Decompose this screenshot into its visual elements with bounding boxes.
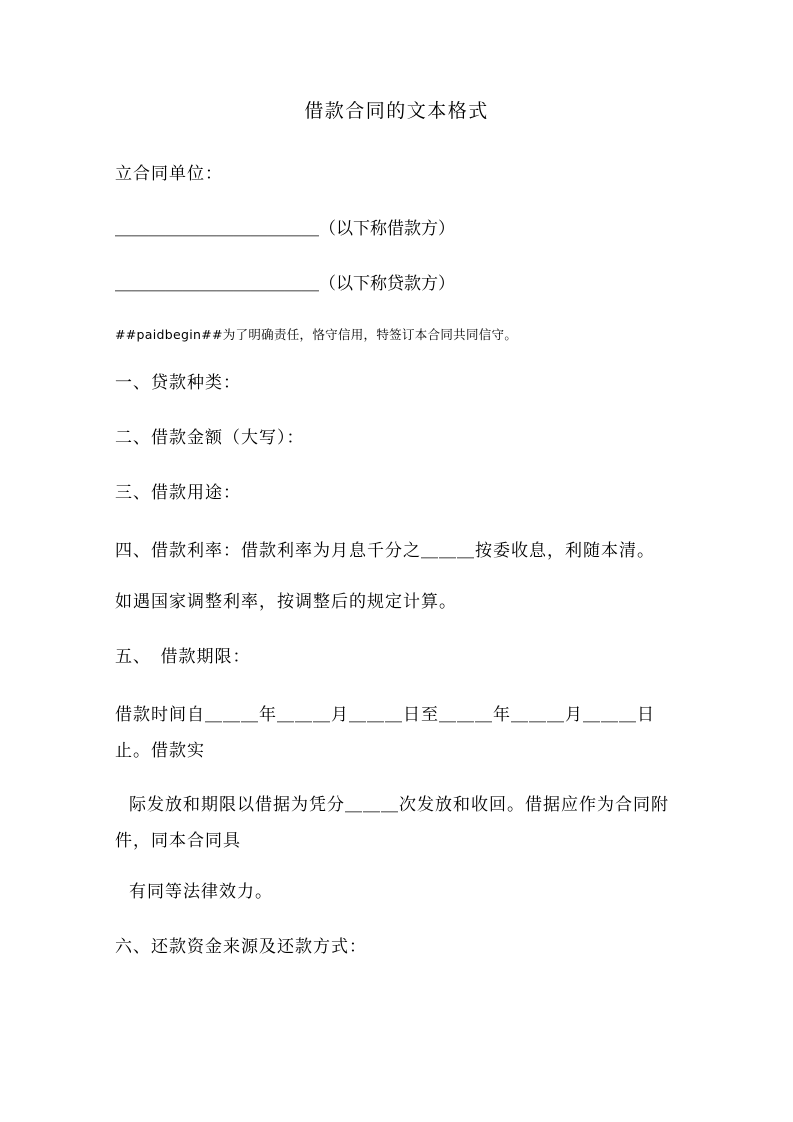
paragraph-item-five-loan-term: 五、 借款期限：	[115, 647, 251, 667]
paragraph-preamble: ##paidbegin##为了明确责任，恪守信用，特签订本合同共同信守。	[115, 327, 518, 342]
paragraph-borrower-blank: ＿＿＿＿＿＿＿＿＿＿＿＿（以下称借款方）	[115, 219, 455, 239]
paragraph-item-two-loan-amount: 二、借款金额（大写）：	[115, 428, 305, 448]
paragraph-disbursement-terms: 际发放和期限以借据为凭分＿＿＿次发放和收回。借据应作为合同附件，同本合同具	[115, 795, 669, 851]
paragraph-item-six-repayment-source: 六、还款资金来源及还款方式：	[115, 937, 367, 957]
paragraph-item-one-loan-type: 一、贷款种类：	[115, 373, 241, 393]
paragraph-rate-adjustment: 如遇国家调整利率，按调整后的规定计算。	[115, 592, 457, 612]
paragraph-item-four-interest-rate: 四、借款利率：借款利率为月息千分之＿＿＿按委收息，利随本清。	[115, 541, 655, 561]
paragraph-item-three-loan-purpose: 三、借款用途：	[115, 483, 241, 503]
paragraph-lender-blank: ＿＿＿＿＿＿＿＿＿＿＿＿（以下称贷款方）	[115, 274, 455, 294]
paragraph-contract-parties-heading: 立合同单位：	[115, 164, 223, 184]
document-title: 借款合同的文本格式	[304, 100, 489, 122]
paragraph-legal-effect: 有同等法律效力。	[129, 882, 273, 902]
paragraph-loan-period-dates: 借款时间自＿＿＿年＿＿＿月＿＿＿日至＿＿＿年＿＿＿月＿＿＿日止。借款实	[115, 705, 655, 761]
